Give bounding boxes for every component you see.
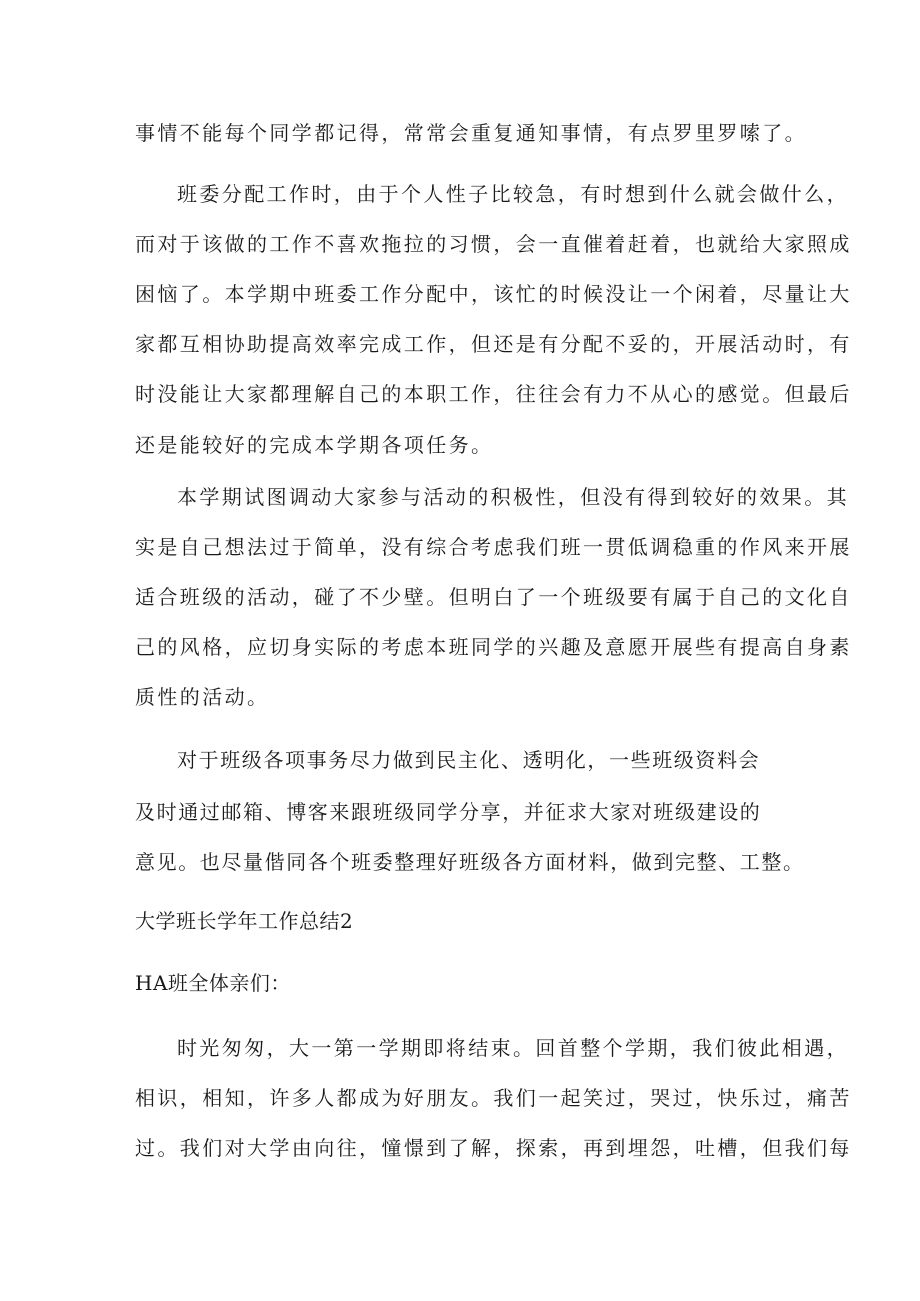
paragraph-line: 质性的活动。: [135, 685, 270, 709]
paragraph-line: 及时通过邮箱、博客来跟班级同学分享，并征求大家对班级建设的: [135, 800, 762, 824]
paragraph-line: 过。我们对大学由向往，憧憬到了解，探索，再到埋怨，吐槽，但我们每: [135, 1136, 852, 1160]
salutation: HA班全体亲们：: [135, 971, 291, 995]
paragraph-line: 实是自己想法过于简单，没有综合考虑我们班一贯低调稳重的作风来开展: [135, 535, 852, 559]
paragraph-line: 时光匆匆，大一第一学期即将结束。回首整个学期，我们彼此相遇，: [177, 1036, 849, 1060]
section-heading: 大学班长学年工作总结2: [135, 909, 354, 933]
paragraph-line: 对于班级各项事务尽力做到民主化、透明化，一些班级资料会: [177, 748, 761, 772]
paragraph-line: 适合班级的活动，碰了不少壁。但明白了一个班级要有属于自己的文化自: [135, 585, 852, 609]
paragraph-line: 而对于该做的工作不喜欢拖拉的习惯，会一直催着赶着，也就给大家照成: [135, 232, 852, 256]
paragraph-line: 班委分配工作时，由于个人性子比较急，有时想到什么就会做什么，: [177, 182, 849, 206]
paragraph-line: 还是能较好的完成本学期各项任务。: [135, 433, 494, 457]
paragraph-line: 困恼了。本学期中班委工作分配中，该忙的时候没让一个闲着，尽量让大: [135, 282, 852, 306]
paragraph-line: 己的风格，应切身实际的考虑本班同学的兴趣及意愿开展些有提高自身素: [135, 635, 852, 659]
paragraph-line: 事情不能每个同学都记得，常常会重复通知事情，有点罗里罗嗦了。: [135, 121, 807, 145]
paragraph-line: 相识，相知，许多人都成为好朋友。我们一起笑过，哭过，快乐过，痛苦: [135, 1086, 852, 1110]
paragraph-line: 本学期试图调动大家参与活动的积极性，但没有得到较好的效果。其: [177, 485, 849, 509]
paragraph-line: 家都互相协助提高效率完成工作，但还是有分配不妥的，开展活动时，有: [135, 332, 852, 356]
paragraph-line: 意见。也尽量偕同各个班委整理好班级各方面材料，做到完整、工整。: [135, 850, 805, 874]
paragraph-line: 时没能让大家都理解自己的本职工作，往往会有力不从心的感觉。但最后: [135, 382, 852, 406]
